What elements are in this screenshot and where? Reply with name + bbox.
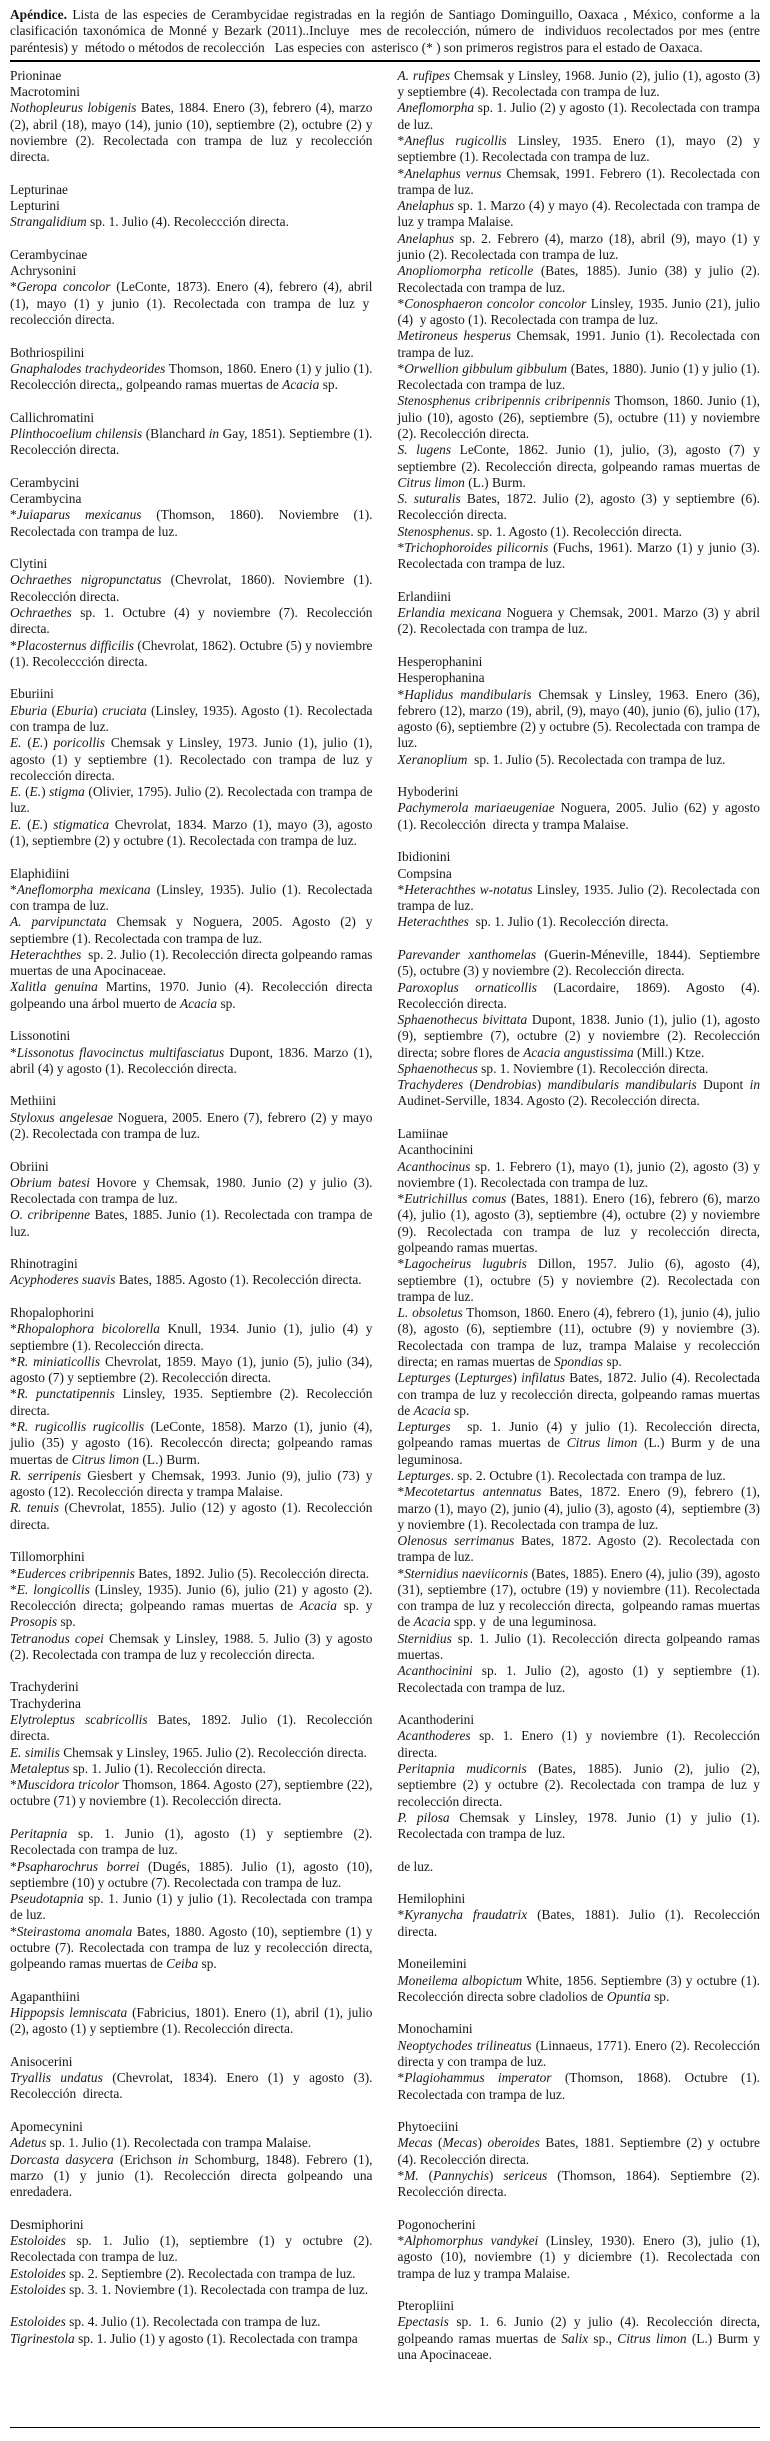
taxon-group (398, 654, 761, 768)
species-entry: *R. punctatipennis Linsley, 1935. Septiembre (2). Recolección directa. (10, 1386, 373, 1418)
species-entry: Ochraethes nigropunctatus (Chevrolat, 1860). Noviembre (1). Recolección directa. (10, 572, 373, 604)
left-column (10, 68, 373, 2363)
taxon-heading: Lamiinae (397, 1126, 449, 1142)
taxon-group (398, 2298, 761, 2363)
taxon-group (10, 1159, 373, 1240)
taxon-heading: Erlandiini (397, 588, 452, 604)
taxon-heading: Callichromatini (10, 409, 95, 425)
appendix-label: Apéndice. (10, 7, 67, 22)
species-entry: Lepturges. sp. 2. Octubre (1). Recolectada con trampa de luz. (397, 1467, 726, 1483)
species-entry: A. parvipunctata Chemsak y Noguera, 2005. Agosto (2) y septiembre (1). Recolectada con trampa de luz. (10, 914, 373, 946)
taxon-group (398, 1712, 761, 1842)
taxon-group (10, 410, 373, 459)
taxon-heading: Hemilophini (397, 1891, 466, 1907)
header-divider-rule (10, 60, 760, 62)
species-entry: *Orwellion gibbulum gibbulum (Bates, 1880). Junio (1) y julio (1). Recolectada con trampa de luz. (397, 360, 760, 393)
species-entry: Epectasis sp. 1. 6. Junio (2) y julio (4). Recolección directa, golpeando ramas muertas de Salix sp., Citrus limon (L.) Burm y una Apocinaceae. (397, 2314, 760, 2362)
species-entry: O. cribripenne Bates, 1885. Junio (1). Recolectada con trampa de luz. (10, 1207, 373, 1239)
right-column (398, 68, 761, 2363)
taxon-group (10, 556, 373, 670)
taxon-group (10, 247, 373, 328)
species-entry: *R. rugicollis rugicollis (LeConte, 1858). Marzo (1), junio (4), julio (35) y agosto (16). Recoleccón directa; golpeando ramas muertas de Citrus limon (L.) Burm. (10, 1418, 373, 1467)
species-entry: Stenosphenus. sp. 1. Agosto (1). Recolección directa. (397, 523, 682, 539)
taxon-heading: Bothriospilini (10, 344, 85, 360)
species-entry: Lepturges (Lepturges) infilatus Bates, 1872. Julio (4). Recolectada con trampa de luz y recolección directa, golpeando ramas muertas de Acacia sp. (397, 1370, 760, 1418)
species-entry: Neoptychodes trilineatus (Linnaeus, 1771). Enero (2). Recolección directa y con trampa de luz. (397, 2037, 760, 2069)
species-entry: Styloxus angelesae Noguera, 2005. Enero (7), febrero (2) y mayo (2). Recolectada con trampa de luz. (10, 1109, 373, 1141)
species-entry: *Lissonotus flavocinctus multifasciatus Dupont, 1836. Marzo (1), abril (4) y agosto (1). Recolección directa. (10, 1044, 373, 1076)
species-entry: *Kyranycha fraudatrix (Bates, 1881). Julio (1). Recolección directa. (397, 1907, 760, 1939)
species-entry: Stenosphenus cribripennis cribripennis Thomson, 1860. Junio (1), julio (10), agosto (26), septiembre (5), octubre (11) y noviembre (2). Recolección directa. (397, 393, 760, 442)
taxon-heading: Elaphidiini (10, 865, 70, 881)
taxon-heading: Moneilemini (397, 1956, 467, 1972)
species-entry: Anopliomorpha reticolle (Bates, 1885). Junio (38) y julio (2). Recolectada con trampa de luz. (397, 263, 760, 295)
species-entry: Acanthocinus sp. 1. Febrero (1), mayo (1), junio (2), agosto (3) y noviembre (1). Recolectada con trampa de luz. (397, 1158, 760, 1190)
footer-divider-rule (10, 2427, 760, 2428)
taxon-heading: Prioninae (10, 67, 62, 83)
species-entry: Xalitla genuina Martins, 1970. Junio (4). Recolección directa golpeando una árbol muerto de Acacia sp. (10, 979, 373, 1011)
taxon-group (398, 1891, 761, 1940)
species-entry: *Euderces cribripennis Bates, 1892. Julio (5). Recolección directa. (10, 1565, 370, 1581)
species-entry: Estoloides sp. 2. Septiembre (2). Recolectada con trampa de luz. (10, 2265, 356, 2281)
taxon-group (10, 1549, 373, 1663)
taxon-heading: Monochamini (397, 2021, 473, 2037)
species-entry: Acyphoderes suavis Bates, 1885. Agosto (1). Recolección directa. (10, 1272, 362, 1288)
species-entry: Estoloides sp. 4. Julio (1). Recolectada con trampa de luz. (10, 2314, 321, 2330)
species-entry: Plinthocoelium chilensis (Blanchard in Gay, 1851). Septiembre (1). Recolección directa. (10, 425, 373, 458)
species-entry: S. lugens LeConte, 1862. Junio (1), julio, (3), agosto (7) y septiembre (2). Recolección directa, golpeando ramas muertas de Citrus limon (L.) Burm. (397, 442, 760, 490)
taxon-heading: Hesperophanina (397, 670, 485, 686)
taxon-heading: Hesperophanini (397, 653, 483, 669)
taxon-group (10, 2054, 373, 2103)
taxon-group (398, 1126, 761, 1696)
species-entry: *Steirastoma anomala Bates, 1880. Agosto (10), septiembre (1) y octubre (7). Recolectada con trampa de luz y recolección directa, golpeando ramas muertas de Ceiba sp. (10, 1923, 373, 1972)
species-entry: Moneilema albopictum White, 1856. Septiembre (3) y octubre (1). Recolección directa sobre cladolios de Opuntia sp. (397, 1972, 760, 2004)
species-entry: Pachymerola mariaeugeniae Noguera, 2005. Julio (62) y agosto (1). Recolección directa y trampa Malaise. (397, 800, 760, 832)
species-entry: Lepturges sp. 1. Junio (4) y julio (1). Recolección directa, golpeando ramas muertas de Citrus limon (L.) Burm y de una leguminosa. (397, 1419, 761, 1467)
species-entry: *Geropa concolor (LeConte, 1873). Enero (4), febrero (4), abril (1), mayo (1) y junio (1). Recolectada con trampa de luz y recolección directa. (10, 279, 373, 328)
taxon-group (10, 1826, 373, 1973)
taxon-heading: Cerambycinae (10, 246, 88, 262)
species-entry: *Eutrichillus comus (Bates, 1881). Enero (16), febrero (6), marzo (4), julio (1), agosto (3), septiembre (4), octubre (2) y noviembre (9). Recolectada con trampa de luz y recolección directa, golpeando ramas muertas. (397, 1191, 761, 1255)
taxon-group (10, 1093, 373, 1142)
taxon-heading: Rhinotragini (10, 1256, 78, 1272)
species-entry: *Rhopalophora bicolorella Knull, 1934. Junio (1), julio (4) y septiembre (1). Recolección directa. (10, 1321, 373, 1353)
taxon-group (398, 2217, 761, 2282)
taxon-group (10, 345, 373, 394)
taxon-heading: Acanthocinini (397, 1142, 474, 1158)
species-entry: Anelaphus sp. 1. Marzo (4) y mayo (4). Recolectada con trampa de luz y trampa Malaise. (397, 198, 760, 230)
taxon-heading: Apomecynini (10, 2118, 83, 2134)
taxon-group (398, 1956, 761, 2005)
taxon-heading: Hyboderini (397, 784, 459, 800)
species-entry: Tetranodus copei Chemsak y Linsley, 1988. 5. Julio (3) y agosto (2). Recolectada con trampa de luz y recolección directa. (10, 1630, 373, 1662)
taxon-heading: Pogonocherini (397, 2216, 476, 2232)
species-entry: Sphaenothecus sp. 1. Noviembre (1). Recolección directa. (397, 1060, 709, 1076)
taxon-heading: Trachyderini (10, 1679, 79, 1695)
taxon-heading: Macrotomini (10, 84, 80, 100)
species-entry: *Sternidius naeviicornis (Bates, 1885). Enero (4), julio (39), agosto (31), septiembre (17), octubre (19) y noviembre (11). Recolectada con trampa de luz y recolección directa, golpeando ramas muertas de Acacia spp. y de una leguminosa. (397, 1565, 760, 1630)
taxon-heading: Ibidionini (397, 849, 451, 865)
taxon-heading: Pteropliini (397, 2298, 455, 2314)
appendix-header-text: Lista de las especies de Cerambycidae registradas en la región de Santiago Dominguillo, Oaxaca , México, conforme a la clasificación taxonómica de Monné y Bezark (2011)..Incluye mes de recolección, número de individuos recolectados por mes (entre paréntesis) y método o métodos de recolección Las especies con asterisco (* ) son primeros registros para el estado de Oaxaca. (10, 7, 760, 55)
species-entry: Elytroleptus scabricollis Bates, 1892. Julio (1). Recolección directa. (10, 1712, 373, 1744)
species-entry: *R. miniaticollis Chevrolat, 1859. Mayo (1), junio (5), julio (34), agosto (7) y septiembre (2). Recolección directa. (10, 1353, 373, 1386)
species-entry: E. (E.) stigma (Olivier, 1795). Julio (2). Recolectada con trampa de luz. (10, 784, 373, 816)
species-entry: L. obsoletus Thomson, 1860. Enero (4), febrero (1), junio (4), julio (8), agosto (6), septiembre (11), octubre (9) y noviembre (3). Recolectada con trampa de luz, trampa Malaise y recolección directa; en ramas muertas de Spondias sp. (397, 1305, 760, 1369)
taxon-group (10, 1679, 373, 1809)
taxon-group (398, 784, 761, 833)
taxon-group (10, 2314, 373, 2347)
taxon-heading: Acanthoderini (397, 1712, 475, 1728)
species-entry: Mecas (Mecas) oberoides Bates, 1881. Septiembre (2) y octubre (4). Recolección directa. (397, 2135, 760, 2167)
species-entry: *Haplidus mandibularis Chemsak y Linsley, 1963. Enero (36), febrero (12), marzo (19), abril, (9), mayo (40), junio (6), julio (17), agosto (6), septiembre (2) y octubre (5). Recolectada con trampa de luz. (397, 686, 760, 751)
taxon-heading: Trachyderina (10, 1695, 81, 1711)
species-entry: *Psapharochrus borrei (Dugés, 1885). Julio (1), agosto (10), septiembre (10) y octubre (7). Recolectada con trampa de luz. (10, 1858, 373, 1890)
species-entry: *Muscidora tricolor Thomson, 1864. Agosto (27), septiembre (22), octubre (71) y noviembre (1). Recolección directa. (10, 1777, 373, 1809)
species-entry: *Aneflomorpha mexicana (Linsley, 1935). Julio (1). Recolectada con trampa de luz. (10, 881, 373, 914)
species-entry: R. serripenis Giesbert y Chemsak, 1993. Junio (9), julio (73) y agosto (12). Recolección directa y trampa Malaise. (10, 1467, 373, 1500)
species-entry: Trachyderes (Dendrobias) mandibularis mandibularis Dupont in Audinet-Serville, 1834. Agosto (2). Recolección directa. (397, 1077, 761, 1109)
taxon-group (10, 1256, 373, 1289)
species-entry: Tigrinestola sp. 1. Julio (1) y agosto (1). Recolectada con trampa (10, 2330, 358, 2346)
species-entry: E. (E.) stigmatica Chevrolat, 1834. Marzo (1), mayo (3), agosto (1), septiembre (2) y octubre (1). Recolectada con trampa de luz. (10, 816, 373, 848)
species-entry: Obrium batesi Hovore y Chemsak, 1980. Junio (2) y julio (3). Recolectada con trampa de luz. (10, 1174, 373, 1207)
taxon-heading: Cerambycina (10, 491, 82, 507)
taxon-heading: Achrysonini (10, 263, 77, 279)
species-entry: *Alphomorphus vandykei (Linsley, 1930). Enero (3), julio (1), agosto (10), noviembre (1) y diciembre (1). Recolectada con trampa de luz y trampa Malaise. (397, 2233, 760, 2281)
taxon-group (10, 866, 373, 1013)
species-entry: E. similis Chemsak y Linsley, 1965. Julio (2). Recolección directa. (10, 1744, 367, 1760)
species-entry: S. suturalis Bates, 1872. Julio (2), agosto (3) y septiembre (6). Recolección directa. (397, 491, 760, 523)
taxon-group (398, 1859, 761, 1875)
taxon-group (10, 1989, 373, 2038)
species-entry: Aneflomorpha sp. 1. Julio (2) y agosto (1). Recolectada con trampa de luz. (397, 100, 760, 132)
taxon-group (10, 2217, 373, 2298)
taxon-heading: Lepturinae (10, 181, 68, 197)
taxon-group (10, 68, 373, 166)
taxon-group (10, 182, 373, 231)
species-entry: Peritapnia sp. 1. Junio (1), agosto (1) y septiembre (2). Recolectada con trampa de luz. (10, 1825, 373, 1858)
species-entry: *Conosphaeron concolor concolor Linsley, 1935. Junio (21), julio (4) y agosto (1). Recolectada con trampa de luz. (397, 295, 760, 328)
species-entry: *Plagiohammus imperator (Thomson, 1868). Octubre (1). Recolectada con trampa de luz. (397, 2070, 760, 2102)
species-entry: Nothopleurus lobigenis Bates, 1884. Enero (3), febrero (4), marzo (2), abril (18), mayo (14), junio (10), septiembre (2), octubre (2) y noviembre (2). Recolectada con trampa de luz y recolección directa. (10, 100, 373, 165)
taxon-heading: Obriini (10, 1158, 49, 1174)
species-entry: A. rufipes Chemsak y Linsley, 1968. Junio (2), julio (1), agosto (3) y septiembre (4). Recolectada con trampa de luz. (397, 67, 760, 100)
species-entry: Metaleptus sp. 1. Julio (1). Recolección directa. (10, 1760, 266, 1776)
taxon-heading: de luz. (397, 1858, 434, 1874)
species-entry: *Placosternus difficilis (Chevrolat, 1862). Octubre (5) y noviembre (1). Recoleccción directa. (10, 637, 373, 669)
taxon-group (398, 68, 761, 573)
taxon-heading: Clytini (10, 556, 48, 572)
taxon-heading: Lepturini (10, 198, 60, 214)
taxon-group (398, 947, 761, 1110)
taxon-heading: Lissonotini (10, 1028, 71, 1044)
taxon-group (10, 686, 373, 849)
species-entry: Dorcasta dasycera (Erichson in Schomburg, 1848). Febrero (1), marzo (1) y junio (1). Recolección directa golpeando una enredadera. (10, 2151, 373, 2200)
taxon-group (398, 849, 761, 930)
taxon-group (10, 475, 373, 540)
taxon-group (10, 1305, 373, 1533)
taxon-group (10, 2119, 373, 2200)
species-entry: Acanthocinini sp. 1. Julio (2), agosto (1) y septiembre (1). Recolectada con trampa de luz. (397, 1663, 760, 1695)
taxon-heading: Agapanthiini (10, 1988, 80, 2004)
species-entry: Tryallis undatus (Chevrolat, 1834). Enero (1) y agosto (3). Recolección directa. (10, 2070, 373, 2102)
species-entry: Sphaenothecus bivittata Dupont, 1838. Junio (1), julio (1), agosto (9), septiembre (7), octubre (2) y noviembre (2). Recolección directa; sobre flores de Acacia angustissima (Mill.) Ktze. (397, 1012, 760, 1060)
species-entry: Heterachthes sp. 1. Julio (1). Recolección directa. (397, 914, 669, 930)
species-entry: Erlandia mexicana Noguera y Chemsak, 2001. Marzo (3) y abril (2). Recolectada con trampa de luz. (397, 605, 760, 637)
taxon-heading: Tillomorphini (10, 1549, 85, 1565)
taxon-heading: Desmiphorini (10, 2216, 84, 2232)
species-entry: Olenosus serrimanus Bates, 1872. Agosto (2). Recolectada con trampa de luz. (397, 1533, 760, 1565)
species-entry: *Aneflus rugicollis Linsley, 1935. Enero (1), mayo (2) y septiembre (1). Recolectada con trampa de luz. (397, 132, 760, 165)
taxon-heading: Eburiini (10, 686, 54, 702)
taxon-group (10, 1028, 373, 1077)
taxon-heading: Rhopalophorini (10, 1305, 95, 1321)
species-entry: *Anelaphus vernus Chemsak, 1991. Febrero (1). Recolectada con trampa de luz. (397, 165, 760, 197)
taxon-group (398, 2119, 761, 2200)
species-entry: *Mecotetartus antennatus Bates, 1872. Enero (9), febrero (1), marzo (1), mayo (2), junio (4), julio (3), agosto (4), septiembre (3) y noviembre (1). Recolectada con trampa de luz. (397, 1484, 760, 1532)
species-entry: E. (E.) poricollis Chemsak y Linsley, 1973. Junio (1), julio (1), agosto (1) y septiembre (1). Recolectado con trampa de luz y recolección directa. (10, 735, 373, 783)
species-entry: Eburia (Eburia) cruciata (Linsley, 1935). Agosto (1). Recolectada con trampa de luz. (10, 702, 373, 734)
species-entry: *Trichophoroides pilicornis (Fuchs, 1961). Marzo (1) y junio (3). Recolectada con trampa de luz. (397, 540, 760, 572)
species-entry: Metironeus hesperus Chemsak, 1991. Junio (1). Recolectada con trampa de luz. (397, 328, 760, 360)
taxon-heading: Anisocerini (10, 2053, 73, 2069)
appendix-header (10, 7, 760, 56)
species-entry: R. tenuis (Chevrolat, 1855). Julio (12) y agosto (1). Recolección directa. (10, 1500, 373, 1532)
species-entry: Paroxoplus ornaticollis (Lacordaire, 1869). Agosto (4). Recolección directa. (397, 979, 760, 1011)
taxon-heading: Methiini (10, 1093, 57, 1109)
species-entry: Acanthoderes sp. 1. Enero (1) y noviembre (1). Recolección directa. (397, 1728, 760, 1760)
species-entry: *Juiaparus mexicanus (Thomson, 1860). Noviembre (1). Recolectada con trampa de luz. (10, 507, 373, 539)
taxon-group (398, 589, 761, 638)
species-entry: Strangalidium sp. 1. Julio (4). Recoleccción directa. (10, 214, 289, 230)
two-column-text-area (10, 68, 760, 2363)
species-entry: *M. (Pannychis) sericeus (Thomson, 1864). Septiembre (2). Recolección directa. (397, 2167, 760, 2200)
taxon-heading: Cerambycini (10, 474, 80, 490)
species-entry: Heterachthes sp. 2. Julio (1). Recolección directa golpeando ramas muertas de una Apocinaceae. (10, 946, 373, 979)
taxon-heading: Compsina (397, 865, 452, 881)
species-entry: Ochraethes sp. 1. Octubre (4) y noviembre (7). Recolección directa. (10, 605, 373, 637)
species-entry: *Lagocheirus lugubris Dillon, 1957. Julio (6), agosto (4), septiembre (1), octubre (5) y noviembre (2). Recolectada con trampa de luz. (397, 1256, 760, 1304)
species-entry: Parevander xanthomelas (Guerin-Méneville, 1844). Septiembre (5), octubre (3) y noviembre (2). Recolección directa. (397, 946, 761, 979)
species-entry: Pseudotapnia sp. 1. Junio (1) y julio (1). Recolectada con trampa de luz. (10, 1891, 373, 1923)
species-entry: Estoloides sp. 1. Julio (1), septiembre (1) y octubre (2). Recolectada con trampa de luz. (10, 2232, 373, 2265)
species-entry: *E. longicollis (Linsley, 1935). Junio (6), julio (21) y agosto (2). Recolección directa; golpeando ramas muertas de Acacia sp. y Prosopis sp. (10, 1581, 373, 1630)
species-entry: *Heterachthes w-notatus Linsley, 1935. Julio (2). Recolectada con trampa de luz. (397, 881, 760, 914)
species-entry: Estoloides sp. 3. 1. Noviembre (1). Recolectada con trampa de luz. (10, 2281, 369, 2297)
species-entry: Xeranoplium sp. 1. Julio (5). Recolectada con trampa de luz. (397, 751, 726, 767)
taxon-heading: Phytoeciini (397, 2119, 459, 2135)
species-entry: Adetus sp. 1. Julio (1). Recolectada con trampa Malaise. (10, 2135, 312, 2151)
taxon-group (398, 2021, 761, 2102)
species-entry: Anelaphus sp. 2. Febrero (4), marzo (18), abril (9), mayo (1) y junio (2). Recolectada con trampa de luz. (397, 230, 760, 262)
species-entry: Gnaphalodes trachydeorides Thomson, 1860. Enero (1) y julio (1). Recolección directa,, golpeando ramas muertas de Acacia sp. (10, 360, 373, 393)
species-entry: Hippopsis lemniscata (Fabricius, 1801). Enero (1), abril (1), julio (2), agosto (1) y septiembre (1). Recolección directa. (10, 2005, 373, 2037)
species-entry: P. pilosa Chemsak y Linsley, 1978. Junio (1) y julio (1). Recolectada con trampa de luz. (397, 1809, 760, 1842)
species-entry: Sternidius sp. 1. Julio (1). Recolección directa golpeando ramas muertas. (397, 1630, 760, 1663)
species-entry: Peritapnia mudicornis (Bates, 1885). Junio (2), julio (2), septiembre (2) y octubre (2). Recolectada con trampa de luz y recolección directa. (397, 1760, 760, 1809)
